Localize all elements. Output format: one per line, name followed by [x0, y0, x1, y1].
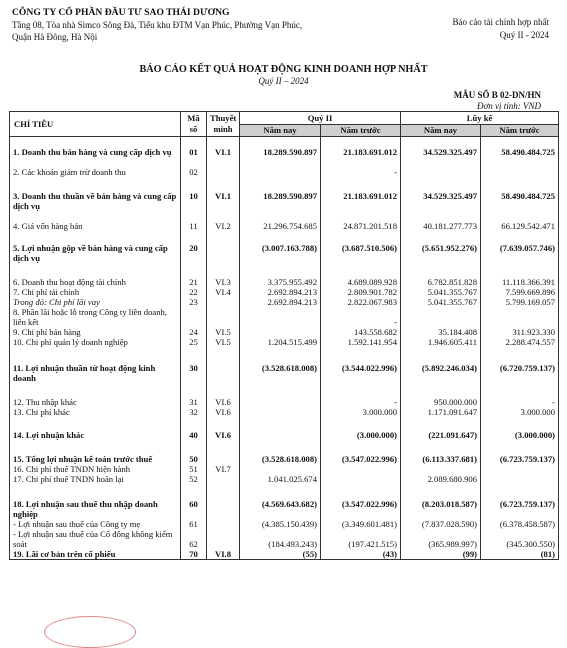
table-row — [10, 474, 559, 488]
cell-code: 62 — [181, 529, 207, 549]
col-header-quarter-this-year: Năm nay — [240, 125, 321, 137]
table-row — [10, 137, 559, 162]
cell-q-prev — [321, 464, 401, 474]
cell-note: VI.5 — [207, 337, 240, 351]
cell-label: 11. Lợi nhuận thuần từ hoạt động kinh doanh — [10, 351, 181, 387]
table-row — [10, 445, 559, 464]
cell-y-prev: - — [481, 387, 559, 407]
cell-label: - Lợi nhuận sau thuế của Công ty mẹ — [10, 519, 181, 529]
cell-y-prev — [481, 161, 559, 183]
col-header-ytd-last-year: Năm trước — [481, 125, 559, 137]
company-address-line-1: Tầng 08, Tòa nhà Simco Sông Đà, Tiểu khu ĐTM Vạn Phúc, Phường Vạn Phúc, — [12, 20, 303, 30]
cell-y-cur: (99) — [401, 549, 481, 560]
cell-note — [207, 488, 240, 519]
cell-label: 1. Doanh thu bán hàng và cung cấp dịch vụ — [10, 137, 181, 162]
cell-y-cur: (7.837.028.590) — [401, 519, 481, 529]
cell-note — [207, 351, 240, 387]
cell-code: 24 — [181, 327, 207, 337]
cell-y-prev — [481, 474, 559, 488]
cell-y-prev: 5.799.169.057 — [481, 297, 559, 307]
cell-y-cur: (365.989.997) — [401, 529, 481, 549]
cell-q-prev: 4.689.089.928 — [321, 267, 401, 287]
cell-code: 01 — [181, 137, 207, 162]
cell-y-cur: 34.529.325.497 — [401, 183, 481, 215]
cell-q-cur — [240, 407, 321, 421]
cell-note: VI.6 — [207, 421, 240, 445]
cell-y-prev: 58.490.484.725 — [481, 137, 559, 162]
cell-q-prev: 21.183.691.012 — [321, 137, 401, 162]
table-row — [10, 407, 559, 421]
table-row — [10, 519, 559, 529]
cell-y-cur: 40.181.277.773 — [401, 215, 481, 235]
cell-q-cur: (184.493.243) — [240, 529, 321, 549]
col-header-quarter-last-year: Năm trước — [321, 125, 401, 137]
cell-note: VI.5 — [207, 327, 240, 337]
table-row — [10, 161, 559, 183]
cell-y-prev — [481, 307, 559, 327]
cell-y-prev: (3.000.000) — [481, 421, 559, 445]
table-row — [10, 267, 559, 287]
cell-code: 61 — [181, 519, 207, 529]
cell-label: 8. Phần lãi hoặc lỗ trong Công ty liên doanh, liên kết — [10, 307, 181, 327]
cell-q-prev: 143.558.682 — [321, 327, 401, 337]
cell-y-cur — [401, 161, 481, 183]
cell-y-prev: (345.300.550) — [481, 529, 559, 549]
cell-q-cur: 2.692.894.213 — [240, 297, 321, 307]
form-info — [454, 90, 541, 112]
cell-code — [181, 307, 207, 327]
cell-code: 10 — [181, 183, 207, 215]
cell-q-prev: - — [321, 307, 401, 327]
cell-label: 12. Thu nhập khác — [10, 387, 181, 407]
cell-note — [207, 519, 240, 529]
cell-code: 32 — [181, 407, 207, 421]
cell-note — [207, 445, 240, 464]
cell-label: 15. Tổng lợi nhuận kế toán trước thuế — [10, 445, 181, 464]
cell-y-cur: 35.184.408 — [401, 327, 481, 337]
company-name: CÔNG TY CỔ PHẦN ĐẦU TƯ SAO THÁI DƯƠNG — [12, 7, 230, 18]
cell-code: 52 — [181, 474, 207, 488]
cell-code: 23 — [181, 297, 207, 307]
table-row — [10, 327, 559, 337]
report-meta — [399, 16, 549, 42]
cell-q-prev — [321, 474, 401, 488]
cell-q-prev: - — [321, 387, 401, 407]
cell-note — [207, 235, 240, 267]
cell-y-cur: (221.091.647) — [401, 421, 481, 445]
form-code: MẪU SỐ B 02-DN/HN — [453, 90, 541, 100]
cell-y-prev: (81) — [481, 549, 559, 560]
cell-q-prev: - — [321, 161, 401, 183]
cell-y-cur: (5.651.952.276) — [401, 235, 481, 267]
cell-y-prev: 58.490.484.725 — [481, 183, 559, 215]
table-row — [10, 183, 559, 215]
title-block — [0, 64, 567, 86]
cell-y-prev: (7.639.057.746) — [481, 235, 559, 267]
table-row — [10, 464, 559, 474]
cell-y-cur: 950.000.000 — [401, 387, 481, 407]
cell-note: VI.1 — [207, 137, 240, 162]
cell-q-prev: (3.000.000) — [321, 421, 401, 445]
cell-label: 16. Chi phí thuế TNDN hiện hành — [10, 464, 181, 474]
page-title: BÁO CÁO KẾT QUẢ HOẠT ĐỘNG KINH DOANH HỢP NHẤT — [139, 64, 428, 75]
cell-q-cur: (3.528.618.008) — [240, 351, 321, 387]
table-row — [10, 529, 559, 549]
cell-q-prev: (3.687.510.506) — [321, 235, 401, 267]
col-header-quarter: Quý II — [240, 112, 401, 125]
cell-y-prev: 2.288.474.557 — [481, 337, 559, 351]
cell-label: 19. Lãi cơ bản trên cổ phiếu — [10, 549, 181, 560]
col-header-note: Thuyết minh — [207, 112, 240, 137]
cell-q-cur: 18.289.590.897 — [240, 137, 321, 162]
cell-code: 30 — [181, 351, 207, 387]
cell-y-prev: 7.599.669.896 — [481, 287, 559, 297]
col-header-ytd: Lũy kế — [401, 112, 559, 125]
cell-code: 22 — [181, 287, 207, 297]
cell-code: 70 — [181, 549, 207, 560]
cell-q-prev: 3.000.000 — [321, 407, 401, 421]
cell-label: 3. Doanh thu thuần về bán hàng và cung cấp dịch vụ — [10, 183, 181, 215]
cell-y-prev — [481, 464, 559, 474]
cell-code: 25 — [181, 337, 207, 351]
cell-label: 2. Các khoản giảm trừ doanh thu — [10, 161, 181, 183]
cell-y-prev: (6.723.759.137) — [481, 445, 559, 464]
cell-y-prev: (6.378.458.587) — [481, 519, 559, 529]
cell-note: VI.1 — [207, 183, 240, 215]
table-row — [10, 337, 559, 351]
cell-q-cur — [240, 421, 321, 445]
company-seal — [44, 616, 136, 648]
cell-code: 21 — [181, 267, 207, 287]
cell-label: 17. Chi phí thuế TNDN hoãn lại — [10, 474, 181, 488]
cell-q-prev: (3.544.022.996) — [321, 351, 401, 387]
cell-y-cur: 1.171.091.647 — [401, 407, 481, 421]
table-row — [10, 351, 559, 387]
report-type: Báo cáo tài chính hợp nhất — [452, 17, 549, 27]
cell-q-prev: (3.547.022.996) — [321, 445, 401, 464]
col-header-ytd-this-year: Năm nay — [401, 125, 481, 137]
cell-code: 11 — [181, 215, 207, 235]
cell-note — [207, 474, 240, 488]
cell-y-cur: (5.892.246.034) — [401, 351, 481, 387]
cell-q-prev: (3.349.601.481) — [321, 519, 401, 529]
income-statement-table — [9, 111, 559, 560]
currency-unit: Đơn vị tính: VND — [476, 101, 541, 111]
cell-note — [207, 307, 240, 327]
cell-q-prev: (197.421.515) — [321, 529, 401, 549]
cell-note: VI.4 — [207, 287, 240, 297]
cell-label: 10. Chi phí quản lý doanh nghiệp — [10, 337, 181, 351]
cell-q-cur: 1.204.515.499 — [240, 337, 321, 351]
cell-label: 14. Lợi nhuận khác — [10, 421, 181, 445]
cell-y-cur: (8.203.018.587) — [401, 488, 481, 519]
cell-y-prev: 11.118.366.391 — [481, 267, 559, 287]
table-row — [10, 297, 559, 307]
cell-y-cur: 6.782.851.828 — [401, 267, 481, 287]
cell-code: 20 — [181, 235, 207, 267]
cell-y-cur — [401, 464, 481, 474]
cell-code: 40 — [181, 421, 207, 445]
report-period: Quý II - 2024 — [499, 30, 549, 40]
company-address-line-2: Quận Hà Đông, Hà Nội — [12, 32, 98, 42]
cell-label: 9. Chi phí bán hàng — [10, 327, 181, 337]
cell-code: 31 — [181, 387, 207, 407]
cell-note — [207, 161, 240, 183]
table-row — [10, 215, 559, 235]
cell-q-cur: 2.692.894.213 — [240, 287, 321, 297]
cell-note — [207, 297, 240, 307]
cell-label: Trong đó: Chi phí lãi vay — [10, 297, 181, 307]
cell-y-cur: 5.041.355.767 — [401, 287, 481, 297]
page-subtitle: Quý II – 2024 — [258, 76, 309, 86]
cell-q-prev: 2.822.067.983 — [321, 297, 401, 307]
cell-label: 13. Chi phí khác — [10, 407, 181, 421]
cell-q-cur — [240, 161, 321, 183]
cell-q-cur: (4.385.150.439) — [240, 519, 321, 529]
cell-q-cur — [240, 464, 321, 474]
cell-note: VI.3 — [207, 267, 240, 287]
cell-note: VI.7 — [207, 464, 240, 474]
cell-code: 51 — [181, 464, 207, 474]
cell-q-prev: 1.592.141.954 — [321, 337, 401, 351]
cell-q-cur — [240, 327, 321, 337]
cell-y-cur — [401, 307, 481, 327]
cell-y-prev: (6.723.759.137) — [481, 488, 559, 519]
cell-q-prev: (43) — [321, 549, 401, 560]
cell-code: 02 — [181, 161, 207, 183]
cell-q-prev: 2.809.901.782 — [321, 287, 401, 297]
cell-label: 7. Chi phí tài chính — [10, 287, 181, 297]
cell-label: 18. Lợi nhuận sau thuế thu nhập doanh nghiệp — [10, 488, 181, 519]
cell-code: 50 — [181, 445, 207, 464]
cell-q-cur: 21.296.754.685 — [240, 215, 321, 235]
cell-y-cur: 2.089.680.906 — [401, 474, 481, 488]
cell-q-prev: 24.871.201.518 — [321, 215, 401, 235]
table-row — [10, 421, 559, 445]
cell-q-cur: (4.569.643.682) — [240, 488, 321, 519]
cell-y-cur: 5.041.355.767 — [401, 297, 481, 307]
cell-label: 6. Doanh thu hoạt động tài chính — [10, 267, 181, 287]
cell-q-cur: (55) — [240, 549, 321, 560]
cell-q-cur — [240, 387, 321, 407]
cell-note: VI.8 — [207, 549, 240, 560]
cell-label: 5. Lợi nhuận gộp về bán hàng và cung cấp dịch vụ — [10, 235, 181, 267]
cell-q-cur: 1.041.025.674 — [240, 474, 321, 488]
cell-y-prev: 3.000.000 — [481, 407, 559, 421]
table-row — [10, 307, 559, 327]
table-body — [10, 137, 559, 560]
cell-y-cur: 1.946.605.411 — [401, 337, 481, 351]
cell-label: - Lợi nhuận sau thuế của Cổ đông không kiểm soát — [10, 529, 181, 549]
company-header — [12, 7, 372, 43]
cell-q-cur: (3.007.163.788) — [240, 235, 321, 267]
col-header-item: CHỈ TIÊU — [10, 112, 181, 137]
cell-code: 60 — [181, 488, 207, 519]
cell-y-prev: 66.129.542.471 — [481, 215, 559, 235]
table-row — [10, 287, 559, 297]
cell-q-prev: (3.547.022.996) — [321, 488, 401, 519]
cell-q-cur: 3.375.955.492 — [240, 267, 321, 287]
cell-label: 4. Giá vốn hàng bán — [10, 215, 181, 235]
cell-y-prev: (6.720.759.137) — [481, 351, 559, 387]
table-row — [10, 387, 559, 407]
table-row — [10, 549, 559, 560]
col-header-code: Mã số — [181, 112, 207, 137]
table-row — [10, 488, 559, 519]
table-row — [10, 235, 559, 267]
cell-q-cur — [240, 307, 321, 327]
cell-q-cur: 18.289.590.897 — [240, 183, 321, 215]
cell-y-prev: 311.923.330 — [481, 327, 559, 337]
cell-note: VI.6 — [207, 387, 240, 407]
cell-q-prev: 21.183.691.012 — [321, 183, 401, 215]
cell-q-cur: (3.528.618.008) — [240, 445, 321, 464]
cell-y-cur: (6.113.337.681) — [401, 445, 481, 464]
cell-note: VI.6 — [207, 407, 240, 421]
cell-note — [207, 529, 240, 549]
cell-note: VI.2 — [207, 215, 240, 235]
cell-y-cur: 34.529.325.497 — [401, 137, 481, 162]
